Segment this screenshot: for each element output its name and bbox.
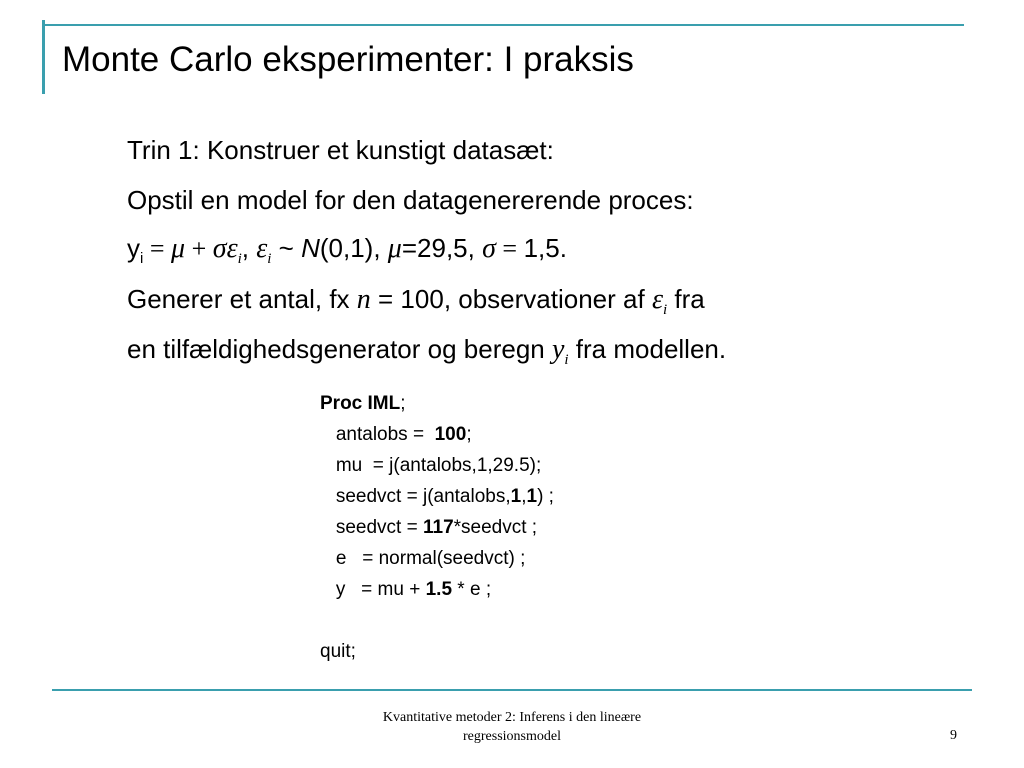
code-one-b: 1 — [526, 486, 538, 507]
code-seedvct-eq: seedvct = — [320, 517, 423, 538]
eq-sigma: σ — [212, 233, 227, 264]
eq-tilde: ~ — [271, 233, 302, 263]
code-line-1 — [320, 393, 406, 415]
page-number: 9 — [950, 728, 957, 743]
code-semicolon: ; — [400, 393, 406, 414]
code-comma: , — [521, 486, 527, 507]
eq-plus: + — [185, 234, 213, 263]
gen-part3: fra — [667, 284, 705, 314]
code-line-4 — [320, 486, 554, 508]
gen-epsilon: ε — [651, 284, 663, 315]
eq-epsilon-2-sub: i — [267, 251, 272, 267]
code-line-quit: quit; — [320, 641, 356, 662]
eq-sigma-equals: = — [495, 234, 524, 263]
eq-mu-val: =29,5, — [401, 233, 483, 263]
eq-epsilon: ε — [226, 233, 238, 264]
footer-line-1: Kvantitative metoder 2: Inferens i den lineære — [382, 710, 642, 725]
eq-epsilon-sub: i — [237, 251, 242, 267]
eq-mu: μ — [171, 233, 186, 264]
genr-y-sub: i — [564, 352, 569, 368]
footer-line-2: regressionsmodel — [463, 729, 561, 744]
eq-y: y — [127, 233, 140, 263]
gen-epsilon-sub: i — [662, 302, 668, 318]
genr-part2: fra modellen. — [568, 334, 727, 364]
title-top-rule — [42, 24, 964, 26]
code-seedvct-mult: *seedvct ; — [453, 517, 538, 538]
code-proc-iml: Proc IML — [320, 393, 401, 414]
code-line-3: mu = j(antalobs,1,29.5); — [320, 455, 542, 476]
step-line: Trin 1: Konstruer et kunstigt datasæt: — [127, 135, 554, 165]
code-semicolon-2: ; — [466, 424, 472, 445]
code-one-a: 1 — [510, 486, 522, 507]
generate-line — [127, 284, 705, 319]
gen-part1: Generer et antal, fx — [127, 284, 357, 314]
code-117: 117 — [422, 517, 454, 538]
gen-eq100: = 100 — [370, 284, 444, 314]
code-line-5 — [320, 517, 537, 539]
genr-part1: en tilfældighedsgenerator og beregn — [127, 334, 552, 364]
gen-part2: , observationer af — [443, 284, 652, 314]
code-y-eq: y = mu + — [320, 579, 426, 600]
code-100: 100 — [434, 424, 467, 445]
code-1-5: 1.5 — [425, 579, 453, 600]
model-equation — [127, 233, 567, 268]
model-intro-line: Opstil en model for den datagenererende proces: — [127, 185, 694, 215]
gen-n: n — [356, 284, 371, 315]
code-seedvct-j: seedvct = j(antalobs, — [320, 486, 511, 507]
eq-mu-2: μ — [387, 233, 402, 264]
code-times-e: * e ; — [452, 579, 492, 600]
code-line-6: e = normal(seedvct) ; — [320, 548, 526, 569]
slide-title: Monte Carlo eksperimenter: I praksis — [62, 40, 634, 79]
title-accent-bar — [42, 20, 45, 94]
eq-N: N — [301, 233, 320, 263]
eq-equals: = — [143, 234, 172, 263]
genr-y: y — [551, 334, 565, 365]
code-close: ) ; — [537, 486, 554, 507]
eq-sigma-val: 1,5. — [523, 233, 567, 263]
footer-text — [312, 708, 712, 746]
eq-comma: , — [241, 233, 257, 263]
eq-sigma-2: σ — [482, 233, 496, 264]
generator-line — [127, 334, 726, 369]
code-antalobs: antalobs = — [320, 424, 435, 445]
code-line-2 — [320, 424, 472, 446]
eq-n01: (0,1), — [319, 233, 388, 263]
eq-epsilon-2: ε — [256, 233, 268, 264]
eq-y-sub: i — [140, 250, 144, 267]
code-line-7 — [320, 579, 491, 601]
footer-rule — [52, 689, 972, 691]
